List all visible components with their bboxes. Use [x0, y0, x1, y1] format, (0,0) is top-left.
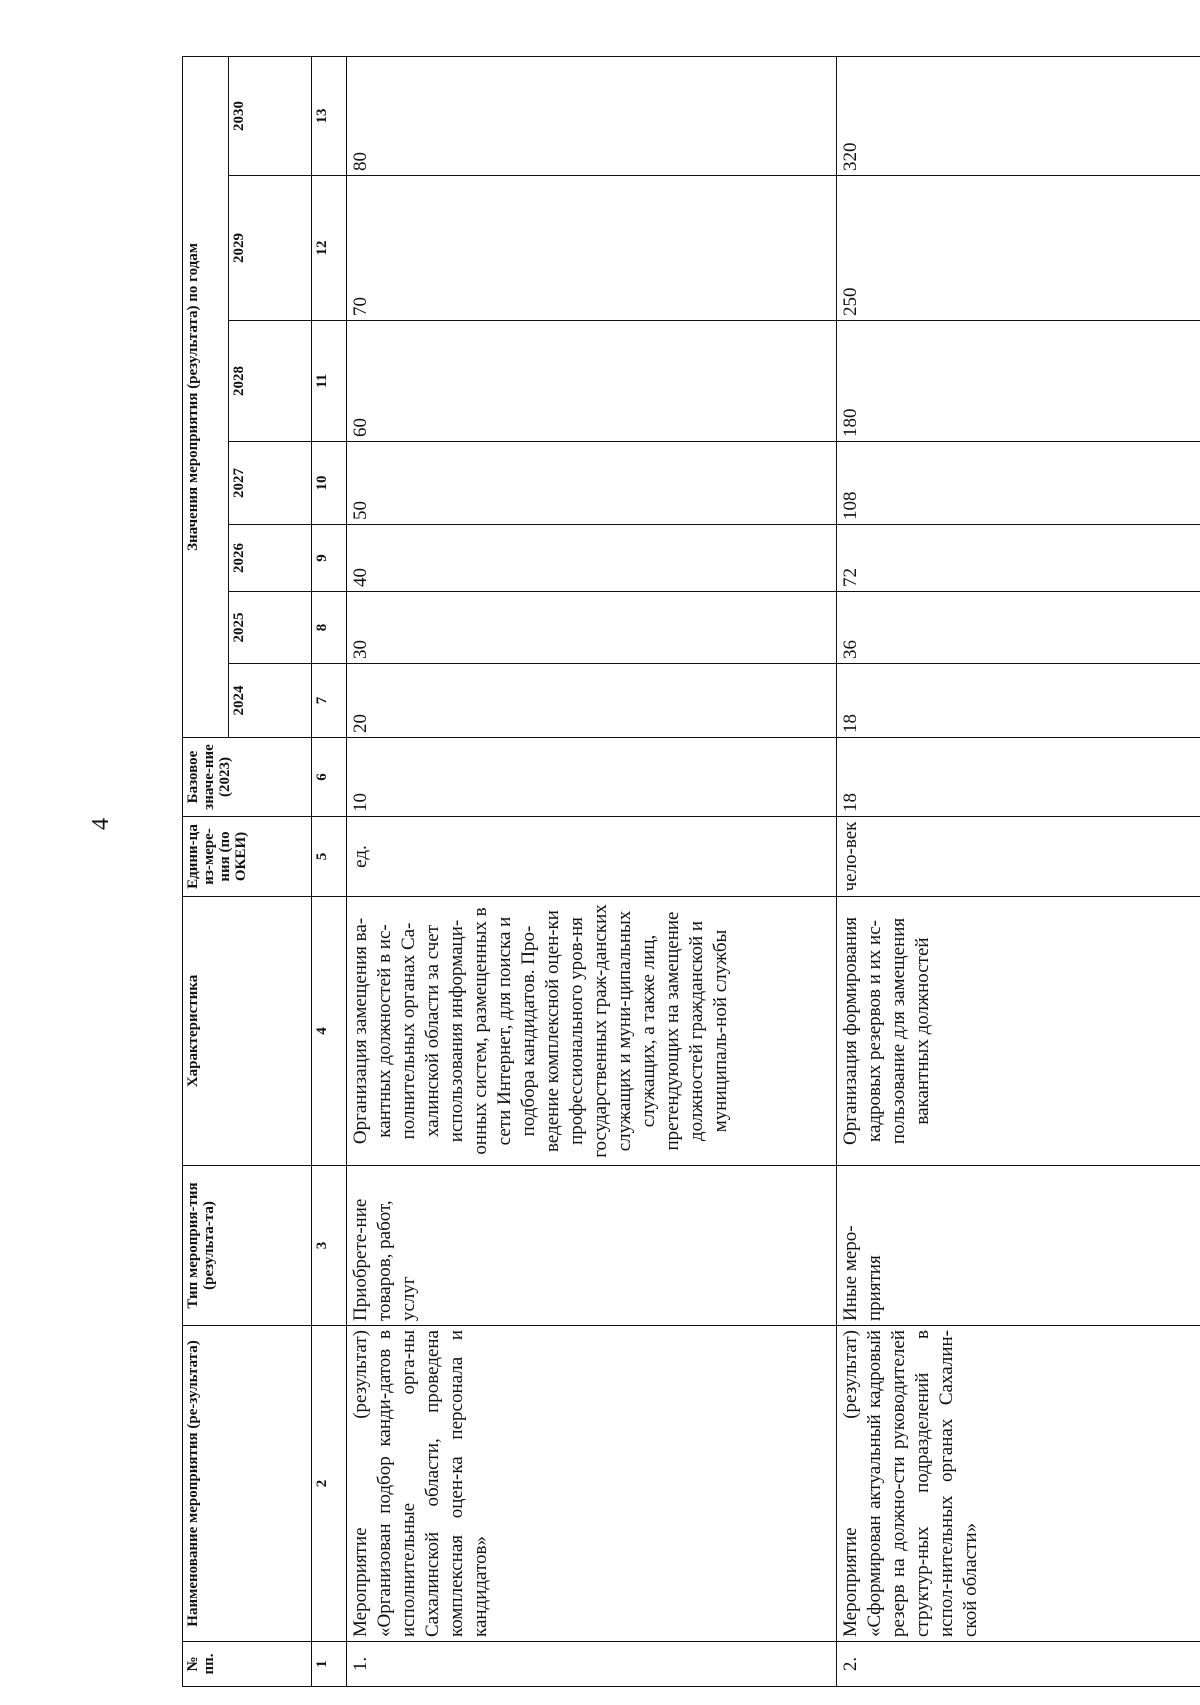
header-year: 2030: [229, 56, 312, 175]
header-year: 2025: [229, 592, 312, 664]
year-value: 18: [837, 664, 1200, 738]
year-value: 70: [347, 176, 837, 321]
measure-type: Приобрете-ние товаров, работ, услуг: [347, 1166, 837, 1326]
table-row: [837, 56, 1200, 1686]
column-number: 13: [312, 56, 347, 175]
column-number-row: [312, 56, 347, 1686]
year-value: 180: [837, 321, 1200, 442]
table-row: [347, 56, 837, 1686]
header-year: 2024: [229, 664, 312, 738]
column-number: 2: [312, 1326, 347, 1642]
year-value: 40: [347, 525, 837, 592]
column-number: 10: [312, 442, 347, 525]
unit-of-measure: чело-век: [837, 817, 1200, 897]
year-value: 60: [347, 321, 837, 442]
column-number: 4: [312, 897, 347, 1166]
column-number: 5: [312, 817, 347, 897]
header-year: 2029: [229, 176, 312, 321]
unit-of-measure: ед.: [347, 817, 837, 897]
header-row-top: [183, 56, 229, 1686]
header-year: 2027: [229, 442, 312, 525]
column-number: 7: [312, 664, 347, 738]
header-values-by-year: Значения мероприятия (результата) по годам: [183, 56, 229, 737]
column-number: 8: [312, 592, 347, 664]
header-name: Наименование мероприятия (ре-зультата): [183, 1326, 312, 1642]
measure-characteristic: Организация замещения ва-кантных должностей в ис-полнительных органах Са-халинской области за счет использования информаци-онных систем, размещенных в сети Интернет, для поиска и подбора кандидатов. Про-ведение комплексной оцен-ки профессионального уров-ня государственных граж-данских служащих и муни-ципальных служащих, а также лиц, претендующих на замещение должностей гражданской и муниципаль-ной службы: [347, 897, 837, 1166]
year-value: 72: [837, 525, 1200, 592]
measure-characteristic: Организация формирования кадровых резервов и их ис-пользование для замещения вакантных должностей: [837, 897, 1200, 1166]
year-value: 36: [837, 592, 1200, 664]
base-value: 10: [347, 738, 837, 817]
header-number: № пп.: [183, 1642, 312, 1687]
measures-table: [182, 56, 1200, 1687]
row-number: 1.: [347, 1642, 837, 1687]
measure-name: Мероприятие (результат) «Организован подбор канди-датов в исполнительные орга-ны Сахалинской области, проведена комплексная оцен-ка персонала и кандидатов»: [347, 1326, 837, 1642]
column-number: 3: [312, 1166, 347, 1326]
year-value: 20: [347, 664, 837, 738]
column-number: 6: [312, 738, 347, 817]
column-number: 11: [312, 321, 347, 442]
header-type: Тип мероприя-тия (результа-та): [183, 1166, 312, 1326]
year-value: 250: [837, 176, 1200, 321]
row-number: 2.: [837, 1642, 1200, 1687]
year-value: 30: [347, 592, 837, 664]
year-value: 320: [837, 56, 1200, 175]
header-characteristic: Характеристика: [183, 897, 312, 1166]
year-value: 108: [837, 442, 1200, 525]
year-value: 80: [347, 56, 837, 175]
column-number: 1: [312, 1642, 347, 1687]
rotated-table-container: [182, 57, 1200, 1687]
year-value: 50: [347, 442, 837, 525]
header-unit: Едини-ца из-мере-ния (по ОКЕИ): [183, 817, 312, 897]
header-year: 2028: [229, 321, 312, 442]
column-number: 12: [312, 176, 347, 321]
header-base-value: Базовое значе-ние (2023): [183, 738, 312, 817]
page-number: 4: [88, 818, 114, 830]
header-year: 2026: [229, 525, 312, 592]
measure-type: Иные меро-приятия: [837, 1166, 1200, 1326]
column-number: 9: [312, 525, 347, 592]
measure-name: Мероприятие (результат) «Сформирован актуальный кадровый резерв на должно-сти руководителей структур-ных подразделений в испол-нительных органах Сахалин-ской области»: [837, 1326, 1200, 1642]
base-value: 18: [837, 738, 1200, 817]
